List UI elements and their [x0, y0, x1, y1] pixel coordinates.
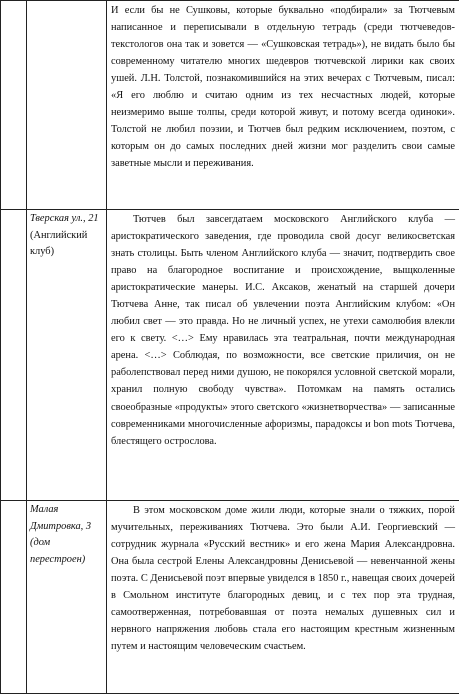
empty-cell: [1, 210, 27, 501]
paragraph: И если бы не Сушковы, которые буквально «подбирали» за Тютчевым написанное и переписывали в отдельную тетрадь (среди тютчеведов-текстологов она так и зовется — «Сушковская тетрадь»), не видать было бы современному читателю многих шедевров тютчевской лирики как своих ушей. Л.Н. Толстой, познакомившийся на этих вечерах с Тютчевым, писал: «Я его люблю и считаю одним из тех несчастных людей, которые неизмеримо выше толпы, среди которой живут, и потому всегда одиноки». Толстой не любил поэзии, и Тютчев был редким исключением, поэтом, с которым он до самых последних дней жизни мог разделить свои самые заветные мысли и переживания.: [111, 5, 455, 170]
place-address: Тверская ул., 21: [30, 213, 99, 224]
paragraph: Тютчев был завсегдатаем московского Английского клуба — аристократического заведения, где проводила свой досуг великосветская знать столицы. Быть членом Английского клуба — значит, подтвердить свое право на благородное воспитание и происхождение, выщколенные аристократические манеры. И.С. Аксаков, женатый на старшей дочери Тютчева Анне, так писал об увлечении поэта Английским клубом: «Он любил свет — это правда. Но не личный успех, не утехи самолюбия влекли его к свету. <…> Ему нравилась эта театральная, почти международная арена. <…> Соблюдая, по возможности, все светские приличия, он не раболепствовал перед ними душою, не покорялся условной светской морали, хранил полную свободу чувства». Потомкам на память остались своеобразные «продукты» этого светского «жизнетворчества» — записанные современниками многочисленные афоризмы, парадоксы и bon mots Тютчева, блестящего острослова.: [111, 214, 455, 447]
place-cell: [27, 210, 107, 501]
empty-cell: [1, 501, 27, 694]
table-row: [1, 501, 459, 694]
place-note: (Английский клуб): [30, 229, 88, 257]
empty-cell: [1, 1, 27, 210]
place-cell: [27, 501, 107, 694]
place-cell: [27, 1, 107, 210]
paragraph: В этом московском доме жили люди, которые знали о тяжких, порой мучительных, переживаниях Тютчева. Это были А.И. Георгиевский — сотрудник журнала «Русский вестник» и его жена Мария Александровна. Она была сестрой Елены Александровны Денисьевой — невенчанной жены поэта. С Денисьевой поэт впервые увиделся в 1850 г., навещая своих дочерей в Смольном институте благородных девиц, и с тех пор эта трудная, самоотверженная, потребовавшая от поэта немалых душевных сил и нервного напряжения любовь стала его настоящим крестным жизненным путем и настоящим человеческим счастьем.: [111, 505, 455, 653]
place-address: Малая Дмитровка, 3 (дом перестроен): [30, 504, 92, 565]
table-row: [1, 1, 459, 210]
text-cell: [107, 210, 459, 501]
table-row: [1, 210, 459, 501]
text-cell: [107, 1, 459, 210]
text-cell: [107, 501, 459, 694]
